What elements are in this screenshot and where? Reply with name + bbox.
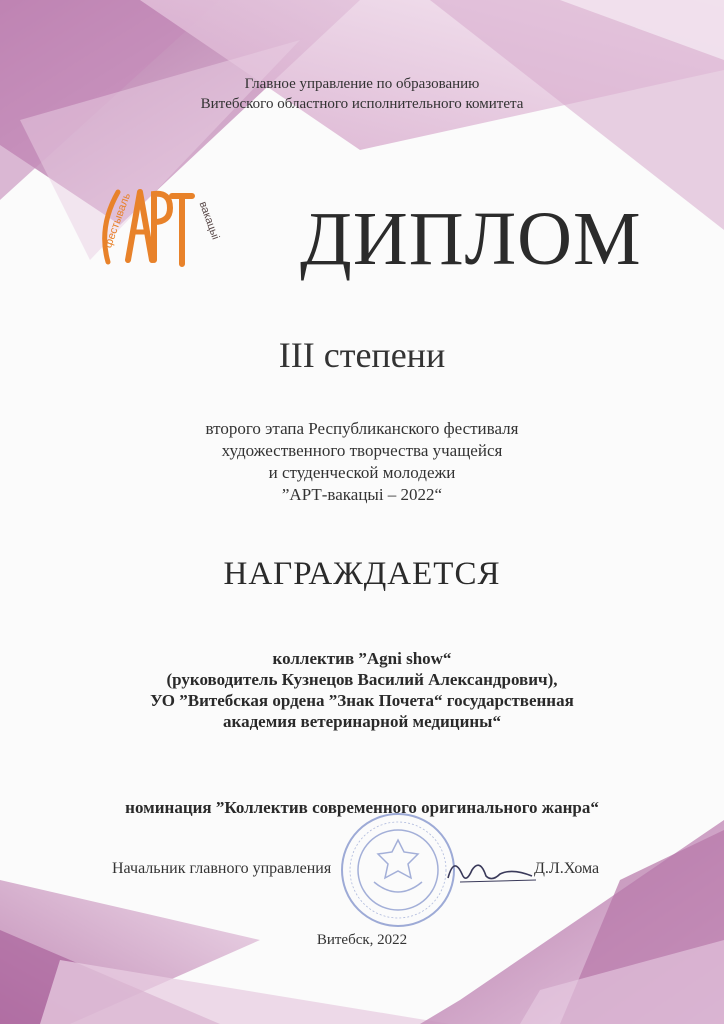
svg-text:вакацыi: вакацыi	[196, 199, 222, 242]
handwritten-signature	[440, 850, 540, 890]
issuer-heading	[0, 74, 724, 114]
recipient-line-4: академия ветеринарной медицины“	[223, 712, 501, 731]
recipient-line-1: коллектив ”Agni show“	[272, 649, 452, 668]
signatory-title: Начальник главного управления	[112, 860, 332, 877]
festival-line-4: ”АРТ-вакацыі – 2022“	[281, 485, 443, 504]
city-year: Витебск, 2022	[316, 932, 408, 948]
diploma-title: ДИПЛОМ	[300, 197, 642, 281]
signatory-name: Д.Л.Хома	[534, 860, 600, 877]
festival-line-1: второго этапа Республиканского фестиваля	[205, 419, 519, 438]
festival-description	[0, 418, 724, 506]
recipient-line-2: (руководитель Кузнецов Василий Александрович),	[166, 670, 558, 689]
festival-logo	[88, 172, 222, 282]
signature-icon	[440, 850, 540, 890]
issuer-line-1: Главное управление по образованию	[244, 76, 480, 92]
awarded-heading: НАГРАЖДАЕТСЯ	[223, 556, 501, 592]
nomination-label: номинация ”Коллектив современного оригинального жанра“	[125, 798, 599, 817]
art-vakatsyi-logo-icon	[88, 172, 222, 282]
festival-line-3: и студенческой молодежи	[268, 463, 456, 482]
recipient-block	[0, 648, 724, 732]
issuer-line-2: Витебского областного исполнительного комитета	[200, 96, 524, 112]
svg-text:фестываль: фестываль	[102, 191, 134, 250]
festival-line-2: художественного творчества учащейся	[221, 441, 503, 460]
degree-label: III степени	[278, 335, 446, 375]
recipient-line-3: УО ”Витебская ордена ”Знак Почета“ государственная	[150, 691, 574, 710]
